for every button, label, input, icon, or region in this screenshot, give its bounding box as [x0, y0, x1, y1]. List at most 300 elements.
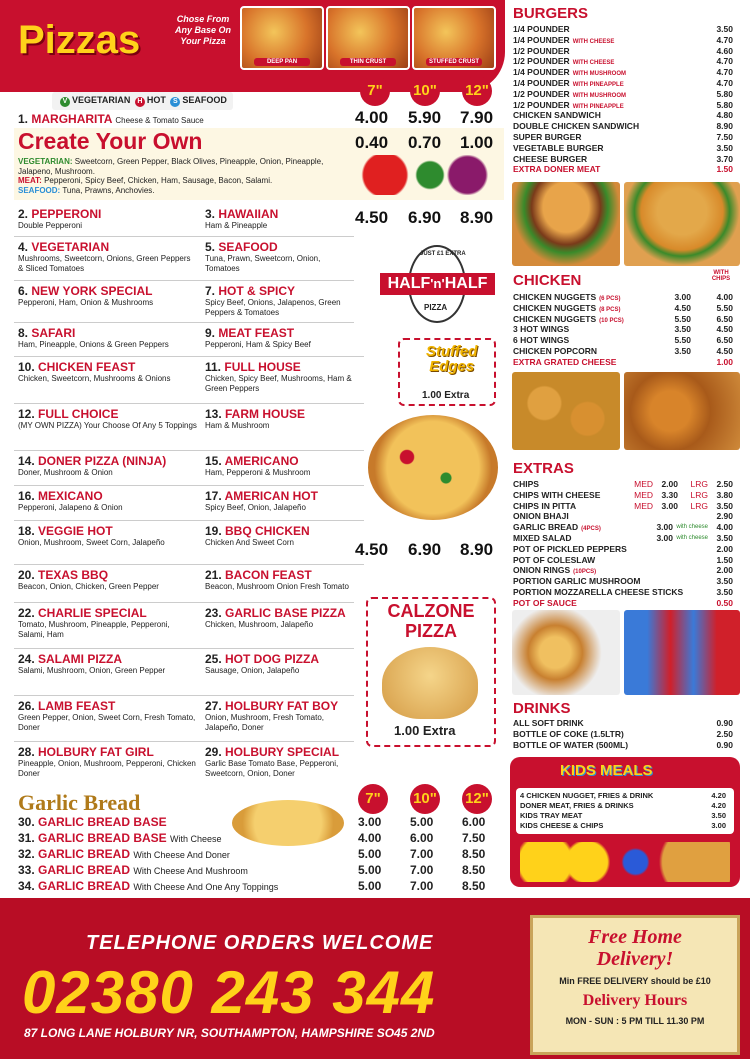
item-desc: (MY OWN PIZZA) Your Choose Of Any 5 Toppings: [18, 421, 197, 430]
row-name: 1/4 POUNDER: [513, 78, 570, 88]
address: 87 LONG LANE HOLBURY NR, SOUTHAMPTON, HAMPSHIRE SO45 2ND: [24, 1026, 435, 1040]
row-note: WITH PINEAPPLE: [572, 103, 624, 110]
item-name: AMERICANO: [224, 454, 299, 468]
item-desc: Salami, Mushroom, Onion, Green Pepper: [18, 666, 166, 675]
item-name: LAMB FEAST: [38, 699, 116, 713]
menu-row: [513, 132, 733, 143]
item-number: 11.: [205, 360, 225, 374]
item-number: 15.: [205, 454, 225, 468]
with-chips-label: WITH CHIPS: [711, 270, 731, 282]
row-name: MIXED SALAD: [513, 533, 572, 543]
item-name: FULL CHOICE: [38, 407, 119, 421]
item-desc: Chicken, Sweetcorn, Mushrooms & Onions: [18, 374, 171, 383]
divider: [14, 648, 354, 649]
pizza-item: [205, 360, 355, 394]
extras-row: [513, 576, 733, 587]
garlic-item: [18, 879, 358, 893]
row-name: ONION RINGS: [513, 565, 571, 576]
row-price: 1.00: [716, 356, 733, 367]
extras-row: [513, 501, 733, 512]
free-l1: Free Home: [588, 926, 682, 948]
garlic-title: Garlic Bread: [18, 790, 141, 815]
item-number: 21.: [205, 568, 226, 582]
row-name: VEGETABLE BURGER: [513, 142, 604, 153]
item-desc: Tomato, Mushroom, Pineapple, Pepperoni, Salami, Ham: [18, 620, 170, 639]
stuffed-l2: Edges: [429, 358, 475, 375]
garlic-size-10: 10": [410, 784, 440, 814]
item-desc: Double Pepperoni: [18, 221, 83, 230]
calzone-price: 1.00 Extra: [394, 723, 456, 738]
row-price: 2.90: [716, 511, 733, 522]
pizza-item: [205, 407, 355, 431]
kids-meal-image: [520, 842, 730, 882]
row-name: CHIPS IN PITTA: [513, 500, 577, 511]
item-name: NEW YORK SPECIAL: [31, 284, 153, 298]
item-desc: Ham, Pepperoni & Mushroom: [205, 468, 311, 477]
seafood-label: SEAFOOD: [182, 95, 227, 105]
extras-row: [513, 544, 733, 555]
free-l2: Delivery!: [596, 948, 674, 970]
vegetables-image: [340, 155, 490, 195]
dietary-legend: [52, 92, 233, 110]
row-name: CHICKEN NUGGETS: [513, 313, 597, 324]
row-name: CHICKEN SANDWICH: [513, 110, 601, 121]
pizza-name-line: [18, 489, 198, 503]
item-number: 22.: [18, 606, 39, 620]
extras-row: [513, 533, 733, 544]
garlic-price: 7.50: [462, 831, 486, 845]
pizza-item: [18, 489, 198, 513]
row-name: 6 HOT WINGS: [513, 335, 570, 346]
item-name: HOLBURY FAT BOY: [225, 699, 339, 713]
page-title: Pizzas: [18, 18, 141, 62]
phone-number[interactable]: 02380 243 344: [22, 959, 436, 1026]
row-price: 4.70: [716, 67, 733, 78]
hours-title: Delivery Hours: [582, 992, 688, 1009]
divider: [14, 485, 364, 486]
row-name: KIDS TRAY MEAT: [520, 811, 583, 820]
row-note: (8 PCS): [599, 306, 621, 313]
size-med: MED: [634, 489, 653, 500]
row-price: 5.50: [674, 313, 691, 324]
item-number: 30.: [18, 815, 39, 829]
item-number: 5.: [205, 240, 219, 254]
item-number: 32.: [18, 847, 39, 861]
item-name: HOLBURY SPECIAL: [225, 745, 340, 759]
pizza-item: [18, 606, 198, 640]
stuffed-price: 1.00 Extra: [422, 390, 470, 401]
row-name: POT OF SAUCE: [513, 597, 577, 608]
row-name: CHIPS: [513, 479, 539, 489]
stuffed-edges-box: [398, 338, 496, 406]
create-price-7: 0.40: [355, 133, 389, 152]
row-price: 4.60: [716, 45, 733, 56]
garlic-price: 7.00: [410, 863, 434, 877]
item-number: 16.: [18, 489, 39, 503]
row-name: 3 HOT WINGS: [513, 324, 570, 335]
price-row-b-10: 6.90: [408, 540, 442, 559]
row-name: SUPER BURGER: [513, 132, 582, 142]
row-name: BOTTLE OF COKE (1.5LTR): [513, 728, 624, 739]
row-name: 1/2 POUNDER: [513, 56, 570, 67]
row-price: 3.00: [656, 522, 673, 533]
garlic-price: 7.00: [410, 879, 434, 893]
row-price-chips: 4.50: [716, 324, 733, 335]
row-price: 4.70: [716, 78, 733, 88]
seafood-icon: S: [170, 97, 180, 107]
extras-row: [513, 479, 733, 490]
menu-row: [513, 110, 733, 121]
pizza-name-line: [205, 240, 355, 254]
row-price: 3.00: [674, 292, 691, 302]
item-name: CHARLIE SPECIAL: [38, 606, 147, 620]
pizza-name-line: [205, 207, 355, 221]
row-note: WITH CHEESE: [572, 38, 615, 45]
price-7: 4.00: [355, 108, 389, 127]
row-price: 5.80: [716, 99, 733, 110]
extras-row: [513, 598, 733, 609]
row-price-chips: 6.50: [716, 335, 733, 346]
row-name: 1/2 POUNDER: [513, 99, 570, 110]
item-desc: Spicy Beef, Onions, Jalapenos, Green Peppers & Tomatoes: [205, 298, 341, 317]
menu-row: [513, 729, 733, 740]
pizza-name-line: [18, 568, 198, 582]
veg-toppings: Sweetcorn, Green Pepper, Black Olives, Pineapple, Onion, Pineapple, Jalapeno, Mushroom.: [18, 157, 324, 176]
item-desc: Onion, Mushroom, Fresh Tomato, Jalapeño, Doner: [205, 713, 325, 732]
price-row-b-12: 8.90: [460, 540, 494, 559]
garlic-price: 5.00: [410, 815, 434, 829]
item-number: 24.: [18, 652, 39, 666]
pizza-item: [205, 454, 355, 478]
pizza-image: [368, 415, 498, 520]
row-name: BOTTLE OF WATER (500ML): [513, 739, 629, 750]
row-price: 2.00: [716, 565, 733, 576]
menu-row: [513, 164, 733, 175]
wings-image: [624, 372, 740, 450]
pizza-name-line: [205, 568, 355, 582]
create-price-12: 1.00: [460, 133, 494, 152]
row-price: 1.50: [716, 554, 733, 565]
garlic-price: 4.00: [358, 831, 382, 845]
row-note: WITH MUSHROOM: [572, 71, 627, 78]
row-name: GARLIC BREAD: [513, 522, 579, 533]
garlic-price: 5.00: [358, 847, 382, 861]
row-price: 3.50: [716, 587, 733, 597]
garlic-price: 6.00: [462, 815, 486, 829]
row-note: (10PCS): [573, 569, 597, 576]
row-price: 3.50: [716, 142, 733, 153]
item-desc: Chicken, Mushroom, Jalapeño: [205, 620, 314, 629]
garlic-price: 8.50: [462, 879, 486, 893]
item-name: VEGGIE HOT: [38, 524, 113, 538]
calzone-box: [366, 597, 496, 747]
pizza-item: [205, 207, 355, 231]
item-desc: Doner, Mushroom & Onion: [18, 468, 113, 477]
menu-row: [513, 154, 733, 165]
item-desc: Pineapple, Onion, Mushroom, Pepperoni, Chicken Doner: [18, 759, 196, 778]
row-name: 1/2 POUNDER: [513, 45, 570, 56]
row-price: 4.00: [716, 522, 733, 533]
pizza-name-line: [205, 745, 355, 759]
calzone-l1: CALZONE: [387, 601, 475, 621]
nuggets-image: [512, 372, 620, 450]
menu-row: [513, 121, 733, 132]
item-number: 26.: [18, 699, 39, 713]
calzone-image: [382, 647, 478, 719]
half-n-half-badge: [380, 245, 495, 325]
item-desc: Tuna, Prawn, Sweetcorn, Onion, Tomatoes: [205, 254, 321, 273]
garlic-price: 5.00: [358, 863, 382, 877]
row-price-chips: 5.50: [716, 302, 733, 313]
divider: [14, 564, 364, 565]
row-price-chips: 4.50: [716, 346, 733, 356]
row-name: CHICKEN NUGGETS: [513, 292, 597, 302]
item-number: 27.: [205, 699, 226, 713]
pizza-item: [205, 745, 355, 779]
telephone-title: TELEPHONE ORDERS WELCOME: [86, 932, 434, 954]
item-desc: Ham & Mushroom: [205, 421, 270, 430]
row-price: 3.30: [661, 489, 678, 500]
item-desc: Chicken And Sweet Corn: [205, 538, 294, 547]
row-price: 3.50: [674, 324, 691, 335]
row-price: 3.80: [716, 489, 733, 500]
size-med: MED: [634, 500, 653, 511]
base-note: Chose From Any Base On Your Pizza: [174, 14, 232, 46]
item-desc: Garlic Base Tomato Base, Pepperoni, Sweetcorn, Onion, Doner: [205, 759, 339, 778]
item-name: GARLIC BREAD: [38, 847, 134, 861]
item-desc: Pepperoni, Ham & Spicy Beef: [205, 340, 311, 349]
item-number: 17.: [205, 489, 225, 503]
topping-list: [18, 157, 338, 195]
row-price: 3.50: [716, 533, 733, 543]
pizza-name-line: [18, 284, 198, 298]
item-name: FARM HOUSE: [225, 407, 306, 421]
pizza-name-line: [18, 606, 198, 620]
pizza-item: [18, 326, 198, 350]
drinks-image: [624, 610, 740, 695]
row-price: 7.50: [716, 132, 733, 142]
pizza-name-line: [18, 454, 198, 468]
item-desc: With Cheese And Doner: [133, 850, 230, 860]
pizza-name-line: [205, 407, 355, 421]
pizza-item: [18, 699, 198, 733]
item-name: GARLIC BREAD: [38, 863, 134, 877]
garlic-item: [18, 815, 358, 829]
divider: [14, 695, 354, 696]
row-name: PORTION GARLIC MUSHROOM: [513, 576, 641, 587]
row-price: 5.80: [716, 88, 733, 99]
pizza-name-line: [18, 360, 198, 374]
pizza-item: [18, 360, 198, 384]
with-cheese-note: with cheese: [676, 535, 708, 541]
chicken-row: [513, 346, 733, 357]
garlic-price: 8.50: [462, 847, 486, 861]
pizza-item: [205, 489, 355, 513]
row-price-chips: 6.50: [716, 313, 733, 324]
item-name: HOLBURY FAT GIRL: [38, 745, 154, 759]
item-number: 12.: [18, 407, 39, 421]
item-number: 28.: [18, 745, 39, 759]
item-name: GARLIC BASE PIZZA: [225, 606, 346, 620]
row-name: CHICKEN NUGGETS: [513, 302, 597, 313]
stuffed-l1: Stuffed: [426, 343, 478, 360]
hours-text: MON - SUN : 5 PM TILL 11.30 PM: [565, 1016, 705, 1026]
row-price: 3.50: [716, 24, 733, 34]
row-price: 4.80: [716, 110, 733, 121]
item-number: 34.: [18, 879, 39, 893]
menu-row: [513, 24, 733, 35]
item-number: 4.: [18, 240, 32, 254]
item-name: BBQ CHICKEN: [225, 524, 310, 538]
row-price: 1.50: [716, 164, 733, 175]
row-price: 5.50: [674, 335, 691, 346]
stuffed-crust-label: STUFFED CRUST: [426, 58, 482, 66]
item-desc: Mushrooms, Sweetcorn, Onions, Green Peppers & Sliced Tomatoes: [18, 254, 191, 273]
row-price: 3.70: [716, 153, 733, 164]
pizza-name-line: [205, 454, 355, 468]
row-price: 8.90: [716, 121, 733, 132]
row-name: ONION BHAJI: [513, 511, 569, 522]
pizza-item: [205, 284, 355, 318]
veg-topping-label: VEGETARIAN:: [18, 157, 73, 166]
item-name: PEPPERONI: [31, 207, 102, 221]
pizza-item: [18, 207, 198, 231]
meat-toppings: Pepperoni, Spicy Beef, Chicken, Ham, Sausage, Bacon, Salami.: [44, 176, 273, 185]
row-price: 3.50: [716, 500, 733, 511]
item-name: SALAMI PIZZA: [38, 652, 123, 666]
garlic-item: [18, 863, 358, 877]
row-price: 4.50: [674, 302, 691, 313]
row-price: 3.00: [711, 821, 726, 830]
row-name: POT OF COLESLAW: [513, 554, 596, 565]
price-10: 5.90: [408, 108, 442, 127]
garlic-price: 3.00: [358, 815, 382, 829]
item-name: GARLIC BREAD: [38, 879, 134, 893]
pizza-item: [18, 284, 198, 308]
row-price: 2.00: [716, 543, 733, 554]
size-lrg: LRG: [690, 479, 708, 489]
size-7-badge: 7": [360, 76, 390, 106]
row-name: PORTION MOZZARELLA CHEESE STICKS: [513, 587, 684, 597]
divider: [14, 403, 364, 404]
row-price: 3.00: [656, 533, 673, 543]
item-number: 33.: [18, 863, 39, 877]
garlic-price: 7.00: [410, 847, 434, 861]
pizza-name-line: [205, 524, 355, 538]
item-number: 13.: [205, 407, 226, 421]
row-name: 1/4 POUNDER: [513, 24, 570, 34]
deep-pan-label: DEEP PAN: [254, 58, 310, 66]
garlic-item: [18, 831, 358, 845]
divider: [14, 236, 354, 237]
garlic-size-7: 7": [358, 784, 388, 814]
min-delivery: Min FREE DELIVERY should be £10: [559, 976, 711, 986]
item-number: 8.: [18, 326, 32, 340]
garlic-size-12: 12": [462, 784, 492, 814]
row-price: 0.90: [716, 718, 733, 728]
stuffed-crust-image: [412, 6, 496, 70]
row-price: 3.00: [661, 500, 678, 511]
kids-row: [520, 821, 726, 832]
item-name: GARLIC BREAD BASE: [38, 815, 167, 829]
onion-rings-image: [512, 610, 620, 695]
hot-icon: H: [135, 97, 145, 107]
row-note: (4PCS): [581, 526, 601, 533]
row-price-chips: 4.00: [716, 292, 733, 302]
chicken-title: CHICKEN: [513, 272, 582, 289]
pizza-item: [205, 326, 355, 350]
create-title: Create Your Own: [18, 128, 203, 154]
item-desc: Beacon, Onion, Chicken, Green Pepper: [18, 582, 159, 591]
with-cheese-note: with cheese: [676, 524, 708, 531]
hot-label: HOT: [146, 95, 166, 105]
divider: [14, 741, 354, 742]
veg-label: VEGETARIAN: [72, 95, 131, 105]
row-price: 0.50: [716, 597, 733, 608]
row-price: 3.50: [716, 576, 733, 587]
pizza-name-line: [18, 207, 198, 221]
row-name: EXTRA GRATED CHEESE: [513, 356, 617, 367]
row-name: DOUBLE CHICKEN SANDWICH: [513, 121, 640, 132]
row-name: 4 CHICKEN NUGGET, FRIES & DRINK: [520, 791, 654, 800]
price-row-b-7: 4.50: [355, 540, 389, 559]
pizza-name-line: [205, 326, 355, 340]
create-price-10: 0.70: [408, 133, 442, 152]
item-name: FULL HOUSE: [224, 360, 301, 374]
menu-item-margherita: [18, 112, 204, 126]
garlic-price: 6.00: [410, 831, 434, 845]
menu-row: [513, 718, 733, 729]
row-price: 3.50: [711, 811, 726, 820]
price-row-a-12: 8.90: [460, 208, 494, 227]
delivery-scroll: [530, 915, 740, 1055]
item-desc: Pepperoni, Ham, Onion & Mushrooms: [18, 298, 154, 307]
extras-title: EXTRAS: [513, 460, 574, 477]
garlic-item: [18, 847, 358, 861]
row-name: 1/2 POUNDER: [513, 88, 570, 99]
item-desc: Onion, Mushroom, Sweet Corn, Jalapeño: [18, 538, 165, 547]
size-lrg: LRG: [690, 500, 708, 511]
pizza-name-line: [205, 360, 355, 374]
item-number: 19.: [205, 524, 226, 538]
row-name: CHEESE BURGER: [513, 153, 588, 164]
sea-topping-label: SEAFOOD:: [18, 185, 61, 195]
burgers-title: BURGERS: [513, 5, 589, 22]
item-desc: Ham, Pineapple, Onions & Green Peppers: [18, 340, 169, 349]
row-name: 1/4 POUNDER: [513, 34, 570, 45]
half-bottom: PIZZA: [424, 303, 448, 312]
row-name: CHIPS WITH CHEESE: [513, 489, 601, 500]
row-name: DONER MEAT, FRIES & DRINKS: [520, 801, 634, 810]
row-note: WITH PINEAPPLE: [572, 82, 624, 88]
garlic-price: 8.50: [462, 863, 486, 877]
half-b: HALF: [444, 275, 488, 292]
item-desc: Cheese & Tomato Sauce: [115, 116, 204, 125]
item-name: HOT DOG PIZZA: [225, 652, 320, 666]
row-name: ALL SOFT DRINK: [513, 718, 584, 728]
row-price: 2.50: [716, 728, 733, 739]
pizza-name-line: [18, 524, 198, 538]
row-name: CHICKEN POPCORN: [513, 346, 598, 356]
item-desc: Sausage, Onion, Jalapeño: [205, 666, 300, 675]
item-name: MEAT FEAST: [218, 326, 295, 340]
half-bar: [380, 273, 495, 295]
burger-image: [512, 182, 620, 266]
row-price: 4.70: [716, 56, 733, 67]
item-number: 10.: [18, 360, 39, 374]
row-name: 1/4 POUNDER: [513, 67, 570, 78]
item-name: HAWAIIAN: [218, 207, 279, 221]
